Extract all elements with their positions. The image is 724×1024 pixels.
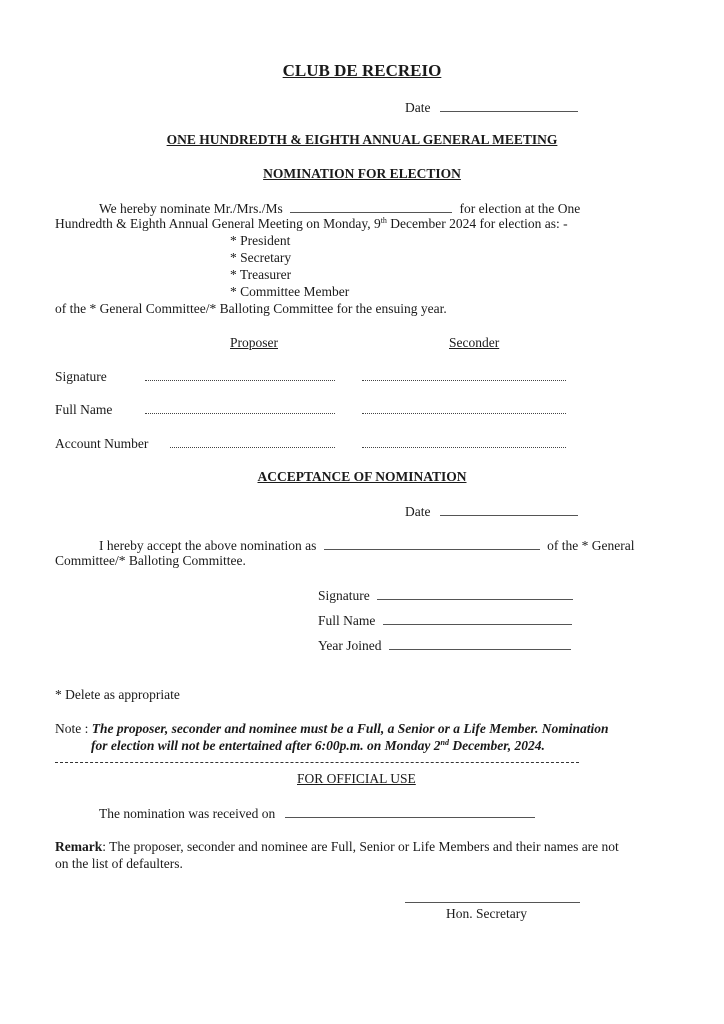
full-name-label: Full Name <box>55 402 113 417</box>
date-label: Date <box>405 100 431 115</box>
date-input-line[interactable] <box>440 99 578 112</box>
acceptance-line-1 <box>99 537 635 554</box>
year-joined-line[interactable] <box>389 637 571 650</box>
remark-line-2: on the list of defaulters. <box>55 856 183 871</box>
nominee-full-name-line[interactable] <box>383 612 572 625</box>
position-item: * President <box>230 233 291 248</box>
meeting-heading: ONE HUNDREDTH & EIGHTH ANNUAL GENERAL MEETING <box>166 132 558 147</box>
deadline-ordinal-sup: nd <box>440 738 449 747</box>
year-joined-field <box>318 637 571 654</box>
seconder-account-line[interactable] <box>362 447 566 448</box>
year-joined-label: Year Joined <box>318 638 382 653</box>
position-item: * Treasurer <box>230 267 292 282</box>
official-use-heading: FOR OFFICIAL USE <box>297 771 416 786</box>
election-text: for election at the One <box>459 201 581 216</box>
secretary-signature-line[interactable] <box>405 902 580 903</box>
nomination-line-2 <box>55 216 568 232</box>
nominee-signature-field <box>318 587 573 604</box>
note-line-1 <box>55 721 609 737</box>
nominee-signature-line[interactable] <box>377 587 573 600</box>
accept-text: I hereby accept the above nomination as <box>99 538 317 553</box>
date-field <box>405 99 578 116</box>
remark-label: Remark <box>55 839 103 854</box>
nominee-name-line[interactable] <box>290 200 452 213</box>
received-field <box>99 805 535 822</box>
proposer-heading: Proposer <box>230 335 278 350</box>
nominate-text: We hereby nominate Mr./Mrs./Ms <box>99 201 283 216</box>
received-label: The nomination was received on <box>99 806 276 821</box>
seconder-signature-line[interactable] <box>362 380 566 381</box>
note-label: Note : <box>55 721 92 736</box>
accepted-position-line[interactable] <box>324 537 540 550</box>
note-line-2 <box>91 738 545 754</box>
remark-line-1 <box>55 839 619 855</box>
position-item: * Committee Member <box>230 284 350 299</box>
deadline-year-text: December, 2024. <box>448 738 545 753</box>
acceptance-date-line[interactable] <box>440 503 578 516</box>
acceptance-heading: ACCEPTANCE OF NOMINATION <box>257 469 467 484</box>
official-divider <box>55 762 579 763</box>
acceptance-line-2: Committee/* Balloting Committee. <box>55 553 246 568</box>
account-number-label: Account Number <box>55 436 149 451</box>
remark-text: : The proposer, seconder and nominee are Full, Senior or Life Members and their names are not <box>102 839 619 854</box>
proposer-signature-line[interactable] <box>145 380 335 381</box>
nominee-full-name-field <box>318 612 572 629</box>
position-item: * Secretary <box>230 250 292 265</box>
nominee-signature-label: Signature <box>318 588 370 603</box>
nominee-full-name-label: Full Name <box>318 613 376 628</box>
page-title: CLUB DE RECREIO <box>282 61 442 80</box>
acceptance-date-field <box>405 503 578 520</box>
delete-note: * Delete as appropriate <box>55 687 180 702</box>
proposer-full-name-line[interactable] <box>145 413 335 414</box>
note-deadline-text: for election will not be entertained after 6:00p.m. on Monday 2 <box>91 738 441 753</box>
election-as-text: December 2024 for election as: - <box>386 216 568 231</box>
meeting-date-text: Hundredth & Eighth Annual General Meeting on Monday, 9 <box>55 216 381 231</box>
committee-text: of the * General Committee/* Balloting Committee for the ensuing year. <box>55 301 447 316</box>
acceptance-date-label: Date <box>405 504 431 519</box>
general-text: of the * General <box>547 538 635 553</box>
seconder-heading: Seconder <box>449 335 500 350</box>
nomination-line-1 <box>99 200 580 217</box>
received-date-line[interactable] <box>285 805 535 818</box>
signature-label: Signature <box>55 369 107 384</box>
note-text: The proposer, seconder and nominee must be a Full, a Senior or a Life Member. Nomination <box>91 721 609 736</box>
proposer-account-line[interactable] <box>170 447 335 448</box>
secretary-title: Hon. Secretary <box>446 906 527 921</box>
ordinal-sup: th <box>380 216 387 225</box>
form-heading: NOMINATION FOR ELECTION <box>263 166 461 181</box>
seconder-full-name-line[interactable] <box>362 413 566 414</box>
